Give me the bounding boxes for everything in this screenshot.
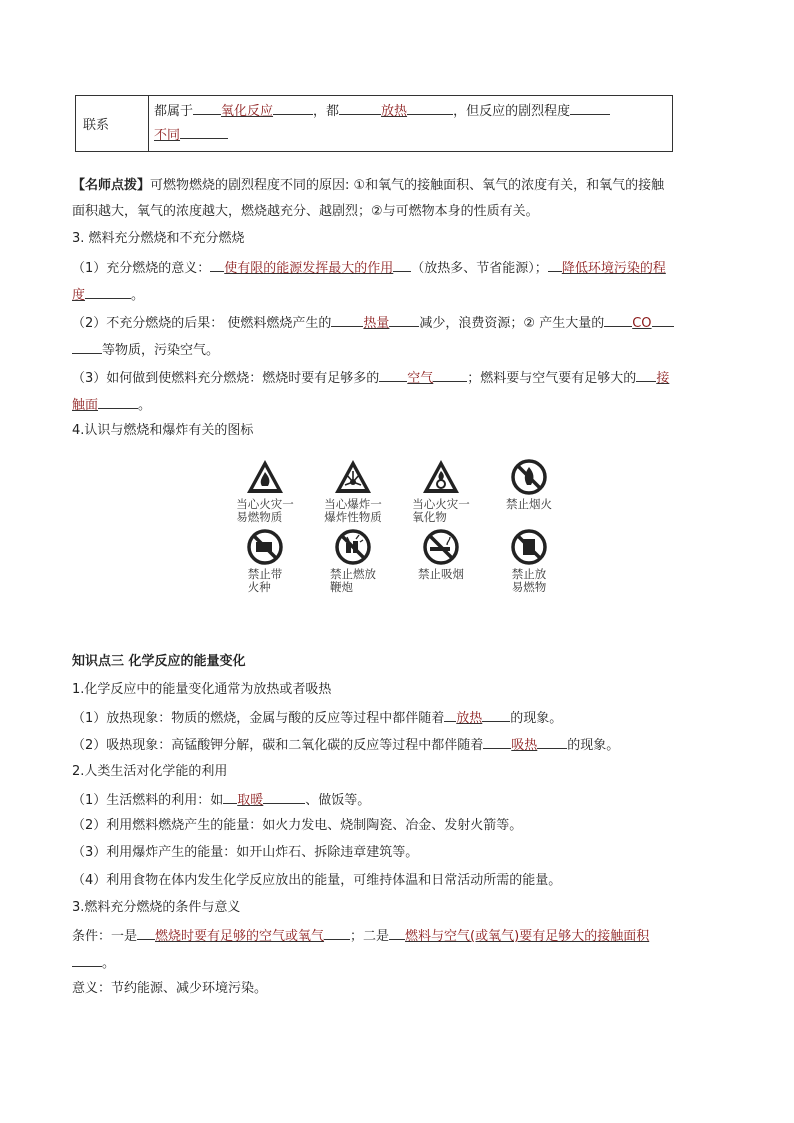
text: ；二是 bbox=[350, 929, 390, 944]
blank bbox=[636, 367, 656, 382]
blank bbox=[331, 312, 363, 327]
text: 可燃物燃烧的剧烈程度不同的原因: ①和氧气的接触面积、氧气的浓度有关，和氧气的接触 bbox=[150, 178, 665, 193]
text: ，都 bbox=[313, 104, 340, 119]
blank bbox=[548, 257, 562, 272]
answer-blank: CO bbox=[632, 316, 652, 331]
paragraph bbox=[72, 707, 562, 729]
tip-label: 【名师点拨】 bbox=[72, 178, 151, 193]
blank bbox=[483, 734, 511, 749]
answer-blank: 触面 bbox=[72, 398, 99, 413]
section-heading: 3.燃料充分燃烧的条件与意义 bbox=[72, 900, 241, 915]
sign-caption: 禁止烟火 bbox=[506, 497, 552, 511]
blank bbox=[210, 257, 224, 272]
paragraph bbox=[72, 925, 649, 947]
blank bbox=[72, 952, 102, 967]
blank bbox=[407, 100, 453, 115]
blank bbox=[98, 394, 138, 409]
paragraph: 意义：节约能源、减少环境污染。 bbox=[72, 981, 268, 996]
text: （2）不充分燃烧的后果： 使燃料燃烧产生的 bbox=[72, 316, 332, 331]
blank bbox=[137, 925, 155, 940]
no-kindling-icon bbox=[245, 528, 285, 566]
text: （1）放热现象：物质的燃烧，金属与酸的反应等过程中都伴随着 bbox=[72, 711, 445, 726]
blank bbox=[223, 789, 237, 804]
blank bbox=[389, 312, 419, 327]
blank bbox=[433, 367, 467, 382]
blank bbox=[263, 789, 305, 804]
answer-blank: 燃烧时要有足够的空气或氧气 bbox=[155, 929, 325, 944]
sign-caption: 当心爆炸一 爆炸性物质 bbox=[324, 497, 382, 524]
text: 的现象。 bbox=[567, 738, 620, 753]
text: 。 bbox=[131, 288, 145, 303]
section-heading: 3. 燃料充分燃烧和不充分燃烧 bbox=[72, 231, 245, 246]
paragraph: （2）利用燃料燃烧产生的能量：如火力发电、烧制陶瓷、冶金、发射火箭等。 bbox=[72, 818, 523, 833]
answer-blank: 放热 bbox=[381, 104, 408, 119]
table-label-cell bbox=[76, 96, 149, 151]
text: 等物质，污染空气。 bbox=[102, 343, 220, 358]
blank bbox=[324, 925, 350, 940]
sign-no-firecrackers bbox=[318, 528, 388, 594]
section-heading: 4.认识与燃烧和爆炸有关的图标 bbox=[72, 423, 254, 438]
text: ，但反应的剧烈程度 bbox=[453, 104, 571, 119]
safety-icons-grid bbox=[230, 458, 560, 608]
sign-fire-hazard bbox=[230, 458, 300, 524]
paragraph bbox=[72, 367, 669, 389]
no-fire-icon bbox=[509, 458, 549, 496]
explosion-triangle-icon bbox=[333, 458, 373, 496]
sign-no-flammables bbox=[494, 528, 564, 594]
answer-blank: 氧化反应 bbox=[221, 104, 274, 119]
blank bbox=[273, 100, 313, 115]
table-content-cell bbox=[154, 100, 668, 148]
blank bbox=[652, 312, 674, 327]
answer-blank: 不同 bbox=[154, 128, 181, 143]
sign-no-kindling bbox=[230, 528, 300, 594]
blank bbox=[604, 312, 632, 327]
paragraph: （3）利用爆炸产生的能量：如开山炸石、拆除违章建筑等。 bbox=[72, 845, 419, 860]
text: （放热多、节省能源）； bbox=[411, 261, 548, 276]
blank bbox=[379, 367, 407, 382]
answer-blank: 吸热 bbox=[511, 738, 538, 753]
sign-explosion-hazard bbox=[318, 458, 388, 524]
knowledge-point-heading: 知识点三 化学反应的能量变化 bbox=[72, 654, 246, 669]
blank bbox=[482, 707, 510, 722]
blank bbox=[570, 100, 610, 115]
paragraph bbox=[72, 734, 619, 756]
sign-caption: 当心火灾一 氧化物 bbox=[412, 497, 470, 524]
answer-blank: 放热 bbox=[456, 711, 483, 726]
text: （1）生活燃料的利用：如 bbox=[72, 793, 224, 808]
paragraph bbox=[72, 394, 151, 416]
paragraph bbox=[72, 257, 666, 279]
blank bbox=[537, 734, 567, 749]
text: 的现象。 bbox=[510, 711, 563, 726]
text: （1）充分燃烧的意义： bbox=[72, 261, 211, 276]
blank bbox=[193, 100, 221, 115]
answer-blank: 度 bbox=[72, 288, 86, 303]
text: 条件：一是 bbox=[72, 929, 138, 944]
sign-caption: 禁止燃放 鞭炮 bbox=[330, 567, 376, 594]
blank bbox=[72, 339, 102, 354]
text: 。 bbox=[102, 956, 116, 971]
blank bbox=[393, 257, 411, 272]
sign-no-fire bbox=[494, 458, 564, 511]
paragraph bbox=[72, 339, 219, 361]
sign-caption: 禁止放 易燃物 bbox=[511, 567, 547, 594]
paragraph bbox=[72, 789, 370, 811]
paragraph bbox=[72, 952, 115, 974]
sign-caption: 当心火灾一 易燃物质 bbox=[236, 497, 294, 524]
tip-line-1 bbox=[72, 176, 664, 196]
sign-caption: 禁止带 火种 bbox=[247, 567, 283, 594]
relation-table bbox=[75, 95, 673, 152]
text: （3）如何做到使燃料充分燃烧：燃烧时要有足够多的 bbox=[72, 371, 380, 386]
sign-no-smoking bbox=[406, 528, 476, 581]
blank bbox=[389, 925, 405, 940]
paragraph bbox=[72, 312, 674, 334]
answer-blank: 取暖 bbox=[237, 793, 264, 808]
blank bbox=[444, 707, 456, 722]
section-heading: 1.化学反应中的能量变化通常为放热或者吸热 bbox=[72, 682, 332, 697]
section-heading: 2.人类生活对化学能的利用 bbox=[72, 764, 228, 779]
text: （2）吸热现象：高锰酸钾分解，碳和二氧化碳的反应等过程中都伴随着 bbox=[72, 738, 484, 753]
tip-line-2 bbox=[72, 202, 539, 222]
blank bbox=[339, 100, 381, 115]
row-label: 联系 bbox=[83, 118, 110, 133]
sign-caption: 禁止吸烟 bbox=[418, 567, 464, 581]
answer-blank: 使有限的能源发挥最大的作用 bbox=[224, 261, 394, 276]
blank bbox=[180, 124, 228, 139]
paragraph bbox=[72, 284, 144, 306]
no-firecrackers-icon bbox=[333, 528, 373, 566]
text: ；燃料要与空气要有足够大的 bbox=[467, 371, 637, 386]
answer-blank: 接 bbox=[656, 371, 670, 386]
sign-oxidizer-hazard bbox=[406, 458, 476, 524]
no-flammables-icon bbox=[509, 528, 549, 566]
paragraph: （4）利用食物在体内发生化学反应放出的能量，可维持体温和日常活动所需的能量。 bbox=[72, 873, 562, 888]
answer-blank: 降低环境污染的程 bbox=[561, 261, 666, 276]
text: 。 bbox=[138, 398, 152, 413]
text: 面积越大，氧气的浓度越大，燃烧越充分、越剧烈；②与可燃物本身的性质有关。 bbox=[72, 204, 539, 219]
text: 都属于 bbox=[154, 104, 194, 119]
no-smoking-icon bbox=[421, 528, 461, 566]
text: 减少，浪费资源；② 产生大量的 bbox=[419, 316, 605, 331]
oxidizer-triangle-icon bbox=[421, 458, 461, 496]
answer-blank: 空气 bbox=[407, 371, 434, 386]
text: 、做饭等。 bbox=[305, 793, 371, 808]
blank bbox=[85, 284, 131, 299]
flame-triangle-icon bbox=[245, 458, 285, 496]
answer-blank: 燃料与空气(或氧气)要有足够大的接触面积 bbox=[405, 929, 650, 944]
answer-blank: 热量 bbox=[363, 316, 390, 331]
